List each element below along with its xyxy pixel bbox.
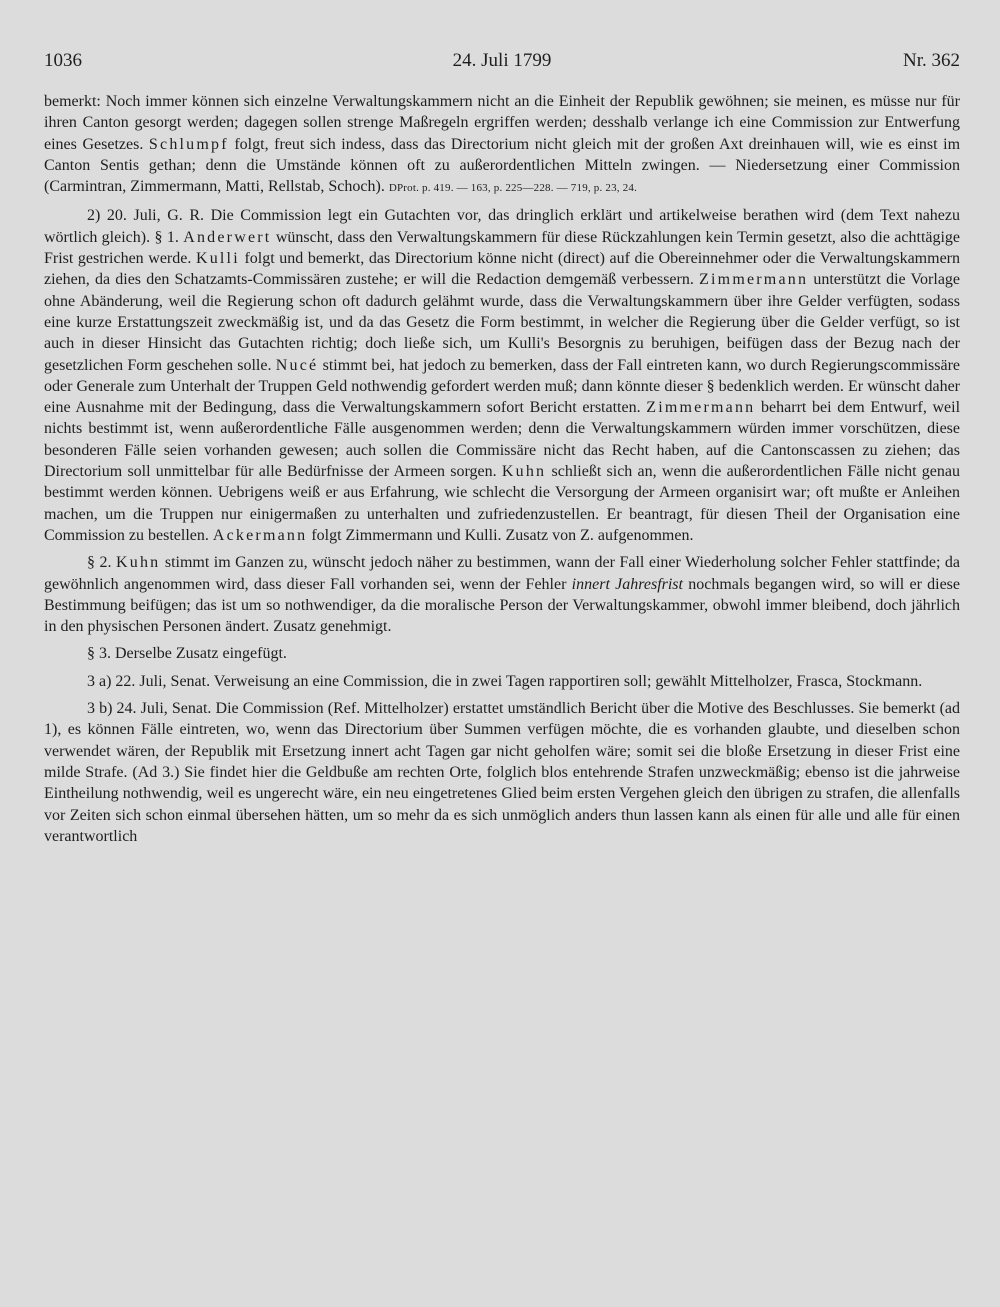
text-span: stimmt bei, hat jedoch zu bemerken, dass der Fall eintreten kann, wo durch Regierungscommissäre oder Generale zum Unterhalt der Truppen Geld nothwendig gefordert werden muß; dann könnte dieser § bedenklich werden. Er wünscht daher eine Ausnahme mit der Bedingung, dass die Verwaltungskammern sofort Bericht erstatten. <box>44 356 961 417</box>
italic-phrase: innert Jahresfrist <box>571 575 683 593</box>
protocol-reference: DProt. p. 419. — 163, p. 225—228. — 719, p. 23, 24. <box>388 182 638 195</box>
speaker-name: Anderwert <box>183 228 272 246</box>
text-span: § 2. <box>87 554 112 572</box>
document-number: Nr. 362 <box>903 50 960 71</box>
header-date: 24. Juli 1799 <box>452 50 552 71</box>
paragraph-3 <box>44 552 960 637</box>
text-span: stimmt im Ganzen zu, wünscht jedoch näher zu bestimmen, wann der Fall einer Wiederholung solcher Fehler stattfinde; da gewöhnlich angenommen wird, dass dieser Fall vorhanden sei, wenn der Fehler <box>44 554 961 593</box>
speaker-name: Ackermann <box>212 526 308 544</box>
speaker-name: Kuhn <box>116 554 161 572</box>
paragraph-1 <box>44 91 960 199</box>
paragraph-5: 3 a) 22. Juli, Senat. Verweisung an eine Commission, die in zwei Tagen rapportiren soll; gewählt Mittelholzer, Frasca, Stockmann. <box>87 672 923 690</box>
text-span: bemerkt: Noch immer können sich einzelne Verwaltungskammern nicht an die Einheit der Republik gewöhnen; sie meinen, es müsse nur für ihren Canton gesorgt werden; dagegen sollen strenge Maßregeln ergriffen werden; desshalb verlange ich eine Commission zur Entwerfung eines Gesetzes. <box>44 93 960 153</box>
paragraph-2 <box>44 205 960 546</box>
text-span: folgt und bemerkt, das Directorium könne nicht (direct) auf die Obereinnehmer oder die Verwaltungskammern ziehen, da dies den Schatzamts-Commissären zustehe; er will die Redaction demgemäß verbessern. <box>44 250 960 289</box>
page-number: 1036 <box>44 50 82 71</box>
speaker-name: Schlumpf <box>148 135 229 153</box>
text-span: beharrt bei dem Entwurf, weil nichts bestimmt ist, wenn außerordentliche Fälle ausgenommen werden; denn die Verwaltungskammern würden immer vorschützen, diese besonderen Fälle seien vorhanden gewesen; auch sollen die Commissäre nicht das Recht haben, auf die Cantonscassen zu ziehen; das Directorium soll unmittelbar für alle Bedürfnisse der Armeen sorgen. <box>44 399 961 481</box>
text-span: wünscht, dass den Verwaltungskammern für diese Rückzahlungen kein Termin gesetzt, also die achttägige Frist gestrichen werde. <box>44 228 961 268</box>
text-span: 2) 20. Juli, G. R. Die Commission legt ein Gutachten vor, das dringlich erklärt und artikelweise berathen wird (dem Text nahezu wörtlich gleich). § 1. <box>44 207 960 246</box>
speaker-name: Zimmermann <box>646 399 756 417</box>
paragraph-4: § 3. Derselbe Zusatz eingefügt. <box>87 645 287 663</box>
text-span: unterstützt die Vorlage ohne Abänderung, weil die Regierung schon oft dadurch gelähmt wurde, dass die Verwaltungskammern über ihre Gelder verfügten, sodass eine kurze Erstattungszeit zweckmäßig ist, und da das Gesetz die Form bestimmt, in welcher die Regierung über die Gelder verfügt, so ist auch in dieser Hinsicht das Gutachten richtig; doch ließe sich, um Kulli's Besorgnis zu beruhigen, beifügen dass der Bezug nach der gesetzlichen Form geschehen solle. <box>44 271 961 374</box>
text-span: folgt Zimmermann und Kulli. Zusatz von Z. aufgenommen. <box>311 526 694 544</box>
speaker-name: Zimmermann <box>699 271 809 289</box>
text-span: nochmals begangen wird, so will er diese Bestimmung beifügen; das ist um so nothwendiger, da die moralische Person der Verwaltungskammer, obwohl immer bleibend, doch jährlich in den physischen Personen ändert. Zusatz genehmigt. <box>44 575 960 636</box>
speaker-name: Kuhn <box>501 463 547 481</box>
document-body <box>44 91 960 853</box>
paragraph-6: 3 b) 24. Juli, Senat. Die Commission (Ref. Mittelholzer) erstattet umständlich Bericht über die Motive des Beschlusses. Sie bemerkt (ad 1), es können Fälle eintreten, wo, wenn das Directorium über Summen verfügen möchte, die es vorhanden glaubte, und dieselben schon verwendet wären, der Republik mit Ersetzung innert acht Tagen gar nicht geholfen wäre; somit sei die bloße Ersetzung in dieser Frist eine milde Strafe. (Ad 3.) Sie findet hier die Geldbuße am rechten Orte, folglich blos entehrende Strafen unzweckmäßig; ebenso ist die jahrweise Eintheilung nothwendig, weil es ungerecht wäre, ein neu eingetretenes Glied beim ersten Vergehen gleich den übrigen zu strafen, die allenfalls vor Zeiten sich schon einmal übersehen hätten, um so mehr da es sich unmöglich anders thun lassen kann als einen für alle und alle für einen verantwortlich <box>44 700 960 845</box>
page-header <box>44 50 960 80</box>
speaker-name: Nucé <box>275 356 319 374</box>
text-span: schließt sich an, wenn die außerordentlichen Fälle nicht genau bestimmt werden können. Uebrigens weiß er aus Erfahrung, wie schlecht die Versorgung der Armeen organisirt war; oft mußte er Anleihen machen, um die Truppen nur einigermaßen zu unterhalten und zufriedenzustellen. Er beantragt, für diesen Theil der Organisation eine Commission zu bestellen. <box>44 463 961 544</box>
text-span: folgt, freut sich indess, dass das Directorium nicht gleich mit der großen Axt dreinhauen will, wie es einst im Canton Sentis gethan; denn die Umstände können oft zu außerordentlichen Mitteln zwingen. — Niedersetzung einer Commission (Carmintran, Zimmermann, Matti, Rellstab, Schoch). <box>44 135 961 196</box>
speaker-name: Kulli <box>195 250 240 268</box>
